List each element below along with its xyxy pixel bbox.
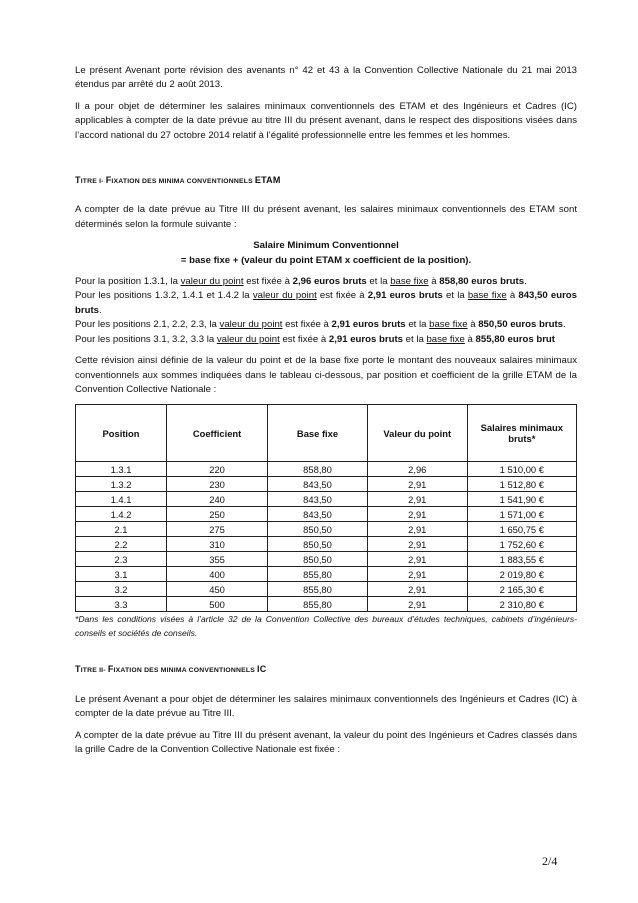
table-cell: 2.3 (76, 552, 167, 567)
table-cell: 1 650,75 € (467, 522, 576, 537)
table-cell: 400 (167, 567, 268, 582)
table-cell: 1.3.1 (76, 462, 167, 477)
formula-line-2: = base fixe + (valeur du point ETAM x coefficient de la position). (180, 254, 472, 266)
table-footnote: *Dans les conditions visées à l’article 32 de la Convention Collective des bureaux d’études techniques, cabinets d’ingénieurs-conseils et sociétés de conseils. (75, 614, 577, 639)
table-cell: 1 512,80 € (467, 477, 576, 492)
table-cell: 450 (167, 582, 268, 597)
table-cell: 355 (167, 552, 268, 567)
intro-paragraph-1: Le présent Avenant porte révision des avenants n° 42 et 43 à la Convention Collective Nationale du 21 mai 2013 étendus par arrêté du 2 août 2013. (75, 65, 577, 91)
document-body (75, 64, 577, 757)
table-cell: 850,50 (268, 522, 368, 537)
table-cell: 2 165,30 € (467, 582, 576, 597)
table-cell: 2,91 (367, 492, 467, 507)
page-number: 2/4 (542, 854, 558, 868)
header-salaires: Salaires minimaux bruts* (467, 405, 576, 462)
table-row (76, 537, 577, 552)
table-cell: 843,50 (268, 477, 368, 492)
table-cell: 1 541,90 € (467, 492, 576, 507)
etam-intro: A compter de la date prévue au Titre III du présent avenant, les salaires minimaux conventionnels des ETAM sont déterminés selon la formule suivante : (75, 204, 577, 230)
table-row (76, 567, 577, 582)
table-cell: 500 (167, 597, 268, 612)
ic-paragraph-2: A compter de la date prévue au Titre III du présent avenant, la valeur du point des Ingénieurs et Cadres classés dans la grille Cadre de la Convention Collective Nationale est fixée : (75, 729, 577, 755)
table-row (76, 552, 577, 567)
table-cell: 850,50 (268, 537, 368, 552)
salary-table (75, 404, 577, 612)
table-cell: 310 (167, 537, 268, 552)
table-cell: 2,91 (367, 522, 467, 537)
position-line-1: Pour la position 1.3.1, la valeur du point est fixée à 2,96 euros bruts et la base fixe à 858,80 euros bruts. (75, 276, 527, 288)
table-cell: 275 (167, 522, 268, 537)
formula-line-1: Salaire Minimum Conventionnel (253, 240, 399, 252)
table-cell: 220 (167, 462, 268, 477)
table-cell: 1 510,00 € (467, 462, 576, 477)
table-cell: 1 752,60 € (467, 537, 576, 552)
table-cell: 2.2 (76, 537, 167, 552)
table-cell: 843,50 (268, 507, 368, 522)
table-cell: 240 (167, 492, 268, 507)
table-cell: 3.3 (76, 597, 167, 612)
table-cell: 2,91 (367, 597, 467, 612)
table-cell: 250 (167, 507, 268, 522)
table-body (76, 462, 577, 612)
table-cell: 855,80 (268, 567, 368, 582)
table-row (76, 597, 577, 612)
table-header-row (76, 405, 577, 462)
table-cell: 2.1 (76, 522, 167, 537)
table-cell: 850,50 (268, 552, 368, 567)
table-cell: 2,91 (367, 477, 467, 492)
table-cell: 3.2 (76, 582, 167, 597)
revision-paragraph: Cette révision ainsi définie de la valeur du point et de la base fixe porte le montant des nouveaux salaires minimaux conventionnels aux sommes indiquées dans le tableau ci-dessous, par position et coefficient de la grille ETAM de la Convention Collective Nationale : (75, 355, 577, 395)
header-valeur-point: Valeur du point (367, 405, 467, 462)
table-cell: 1 571,00 € (467, 507, 576, 522)
table-cell: 1 883,55 € (467, 552, 576, 567)
table-cell: 3.1 (76, 567, 167, 582)
table-cell: 2,91 (367, 567, 467, 582)
table-cell: 2,91 (367, 582, 467, 597)
table-cell: 2,91 (367, 507, 467, 522)
table-cell: 2 310,80 € (467, 597, 576, 612)
position-line-3: Pour les positions 2.1, 2.2, 2.3, la valeur du point est fixée à 2,91 euros bruts et la base fixe à 850,50 euros bruts. (75, 319, 566, 331)
table-cell: 2,96 (367, 462, 467, 477)
position-line-2: Pour les positions 1.3.2, 1.4.1 et 1.4.2 la valeur du point est fixée à 2,91 euros bruts et la base fixe à 843,50 euros bruts. (75, 290, 578, 316)
table-cell: 855,80 (268, 582, 368, 597)
table-row (76, 582, 577, 597)
intro-paragraph-2: Il a pour objet de déterminer les salaires minimaux conventionnels des ETAM et des Ingénieurs et Cadres (IC) applicables à compter de la date prévue au titre III du présent avenant, dans le respect des dispositions visées dans l’accord national du 27 octobre 2014 relatif à l’égalité professionnelle entre les femmes et les hommes. (75, 100, 577, 141)
position-line-4: Pour les positions 3.1, 3.2, 3.3 la valeur du point est fixée à 2,91 euros bruts et la base fixe à 855,80 euros brut (75, 333, 555, 345)
ic-paragraph-1: Le présent Avenant a pour objet de déterminer les salaires minimaux conventionnels des Ingénieurs et Cadres (IC) à compter de la date prévue au Titre III. (75, 693, 577, 720)
section-title-1: TITRE I- FIXATION DES MINIMA CONVENTIONNELS ETAM (75, 175, 281, 186)
table-row (76, 492, 577, 507)
table-cell: 858,80 (268, 462, 368, 477)
header-base-fixe: Base fixe (268, 405, 368, 462)
table-row (76, 462, 577, 477)
table-cell: 1.4.2 (76, 507, 167, 522)
table-cell: 2 019,80 € (467, 567, 576, 582)
table-row (76, 477, 577, 492)
table-cell: 843,50 (268, 492, 368, 507)
table-cell: 2,91 (367, 537, 467, 552)
table-cell: 1.4.1 (76, 492, 167, 507)
table-cell: 230 (167, 477, 268, 492)
table-cell: 855,80 (268, 597, 368, 612)
table-row (76, 522, 577, 537)
header-coefficient: Coefficient (167, 405, 268, 462)
table-row (76, 507, 577, 522)
section-title-2: TITRE II- FIXATION DES MINIMA CONVENTIONNELS IC (75, 664, 267, 675)
table-cell: 2,91 (367, 552, 467, 567)
header-position: Position (76, 405, 167, 462)
table-cell: 1.3.2 (76, 477, 167, 492)
